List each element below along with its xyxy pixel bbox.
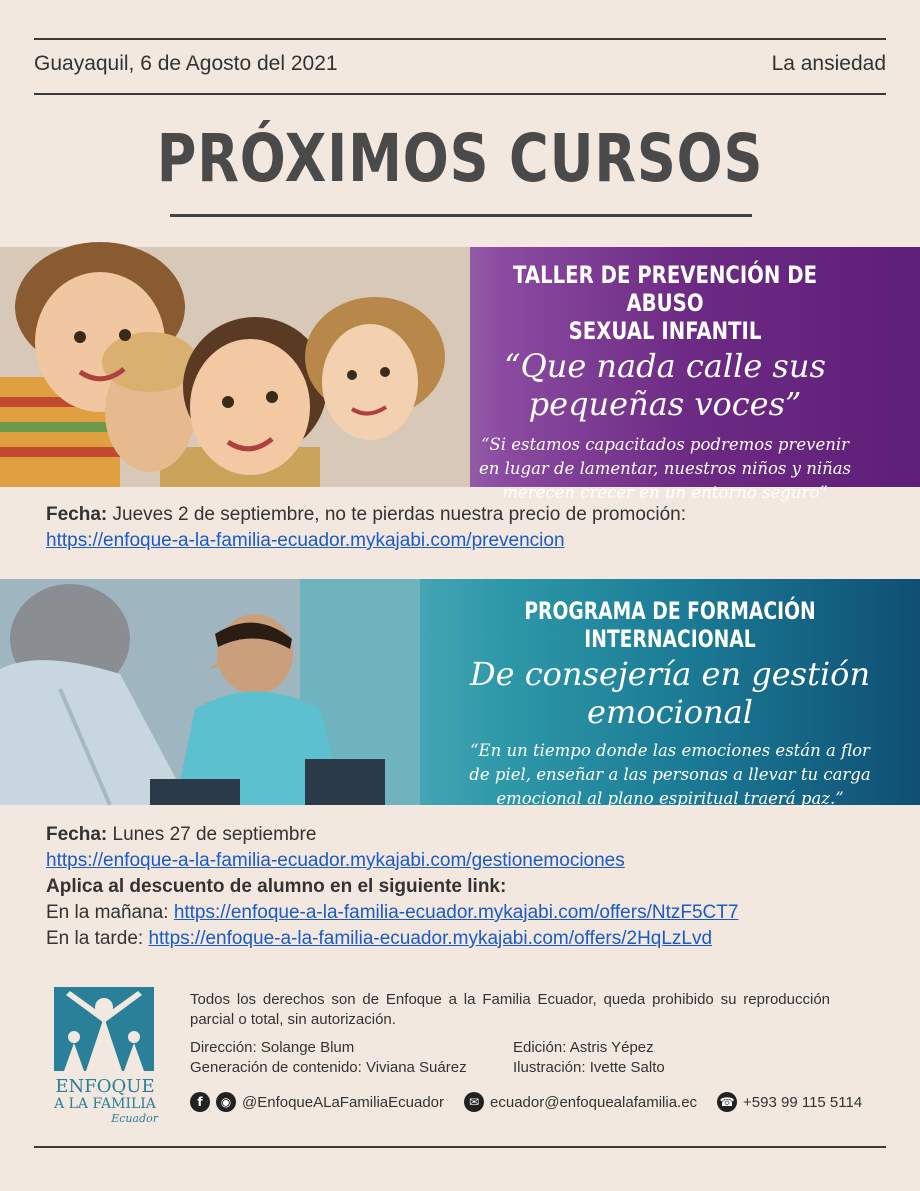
enfoque-logo <box>46 985 164 1125</box>
course1-subtitle-2: pequeñas voces” <box>528 385 802 423</box>
course2-afternoon-line <box>46 926 738 952</box>
children-photo <box>0 247 470 487</box>
logo-text-3: Ecuador <box>111 1112 158 1125</box>
course2-morning-line <box>46 900 738 926</box>
course2-details <box>46 822 738 952</box>
counseling-photo <box>0 579 420 805</box>
page-title: PRÓXIMOS CURSOS <box>156 120 764 197</box>
logo-text-1: ENFOQUE <box>55 1076 155 1097</box>
contact-phone[interactable]: +593 99 115 5114 <box>743 1093 863 1111</box>
credits <box>190 1038 763 1078</box>
course2-afternoon-label: En la tarde: <box>46 928 149 949</box>
email-icon[interactable]: ✉ <box>464 1092 484 1112</box>
course2-morning-link[interactable]: https://enfoque-a-la-familia-ecuador.mykajabi.com/offers/NtzF5CT7 <box>173 902 739 923</box>
course2-discount-label: Aplica al descuento de alumno en el siguiente link: <box>46 876 507 897</box>
credit-edition: Edición: Astris Yépez <box>513 1039 654 1056</box>
top-rule <box>34 38 886 40</box>
course1-details <box>46 502 686 554</box>
course1-banner <box>0 247 920 502</box>
credit-direction: Dirección: Solange Blum <box>190 1039 355 1056</box>
course2-subtitle-1: De consejería en gestión <box>469 655 871 693</box>
course1-date-label: Fecha: <box>46 504 108 525</box>
credit-illustration: Ilustración: Ivette Salto <box>513 1059 665 1076</box>
course1-quote-3: merecen crecer en un entorno seguro” <box>502 483 828 502</box>
contact-email[interactable]: ecuador@enfoquealafamilia.ec <box>490 1093 698 1111</box>
course2-subtitle-2: emocional <box>587 693 753 731</box>
credit-content: Generación de contenido: Viviana Suárez <box>190 1059 467 1076</box>
bottom-rule <box>34 1146 886 1148</box>
course1-date-text: Jueves 2 de septiembre, no te pierdas nuestra precio de promoción: <box>107 504 687 525</box>
course2-link[interactable]: https://enfoque-a-la-familia-ecuador.mykajabi.com/gestionemociones <box>46 850 625 871</box>
course1-quote-1: “Si estamos capacitados podremos prevenir <box>480 435 850 454</box>
family-logo-icon <box>46 985 164 1073</box>
facebook-icon[interactable]: f <box>190 1092 210 1112</box>
course1-date-line <box>46 502 686 528</box>
header-topic: La ansiedad <box>771 52 886 75</box>
course1-subtitle-1: “Que nada calle sus <box>504 347 826 385</box>
title-underline <box>170 214 752 217</box>
course1-heading-2: SEXUAL INFANTIL <box>568 317 762 345</box>
instagram-icon[interactable]: ◉ <box>216 1092 236 1112</box>
header-row <box>34 52 886 76</box>
course2-morning-label: En la mañana: <box>46 902 174 923</box>
contact-row <box>190 1092 862 1112</box>
social-handle[interactable]: @EnfoqueALaFamiliaEcuador <box>242 1093 445 1111</box>
legal-notice: Todos los derechos son de Enfoque a la Familia Ecuador, queda prohibido su reproducción parcial o total, sin autorización. <box>190 991 830 1028</box>
course2-afternoon-link[interactable]: https://enfoque-a-la-familia-ecuador.mykajabi.com/offers/2HqLzLvd <box>148 928 713 949</box>
course2-heading: PROGRAMA DE FORMACIÓN INTERNACIONAL <box>524 597 816 653</box>
whatsapp-icon[interactable]: ☎ <box>717 1092 737 1112</box>
course2-quote-1: “En un tiempo donde las emociones están a flor <box>470 741 870 760</box>
course2-date-text: Lunes 27 de septiembre <box>107 824 317 845</box>
course1-heading-1: TALLER DE PREVENCIÓN DE ABUSO <box>512 261 818 317</box>
course2-banner <box>0 579 920 808</box>
course1-link[interactable]: https://enfoque-a-la-familia-ecuador.mykajabi.com/prevencion <box>46 530 565 551</box>
header-bottom-rule <box>34 93 886 95</box>
logo-text-2: A LA FAMILIA <box>54 1096 156 1112</box>
course2-date-label: Fecha: <box>46 824 108 845</box>
course2-date-line <box>46 822 738 848</box>
course1-text <box>430 261 900 505</box>
header-date: Guayaquil, 6 de Agosto del 2021 <box>34 52 338 75</box>
course1-quote-2: en lugar de lamentar, nuestros niños y niñas <box>478 459 852 478</box>
course2-quote-2: de piel, enseñar a las personas a llevar tu carga <box>469 765 871 784</box>
course2-quote-3: emocional al plano espiritual traerá paz.” <box>496 789 844 808</box>
course2-text <box>440 597 900 811</box>
